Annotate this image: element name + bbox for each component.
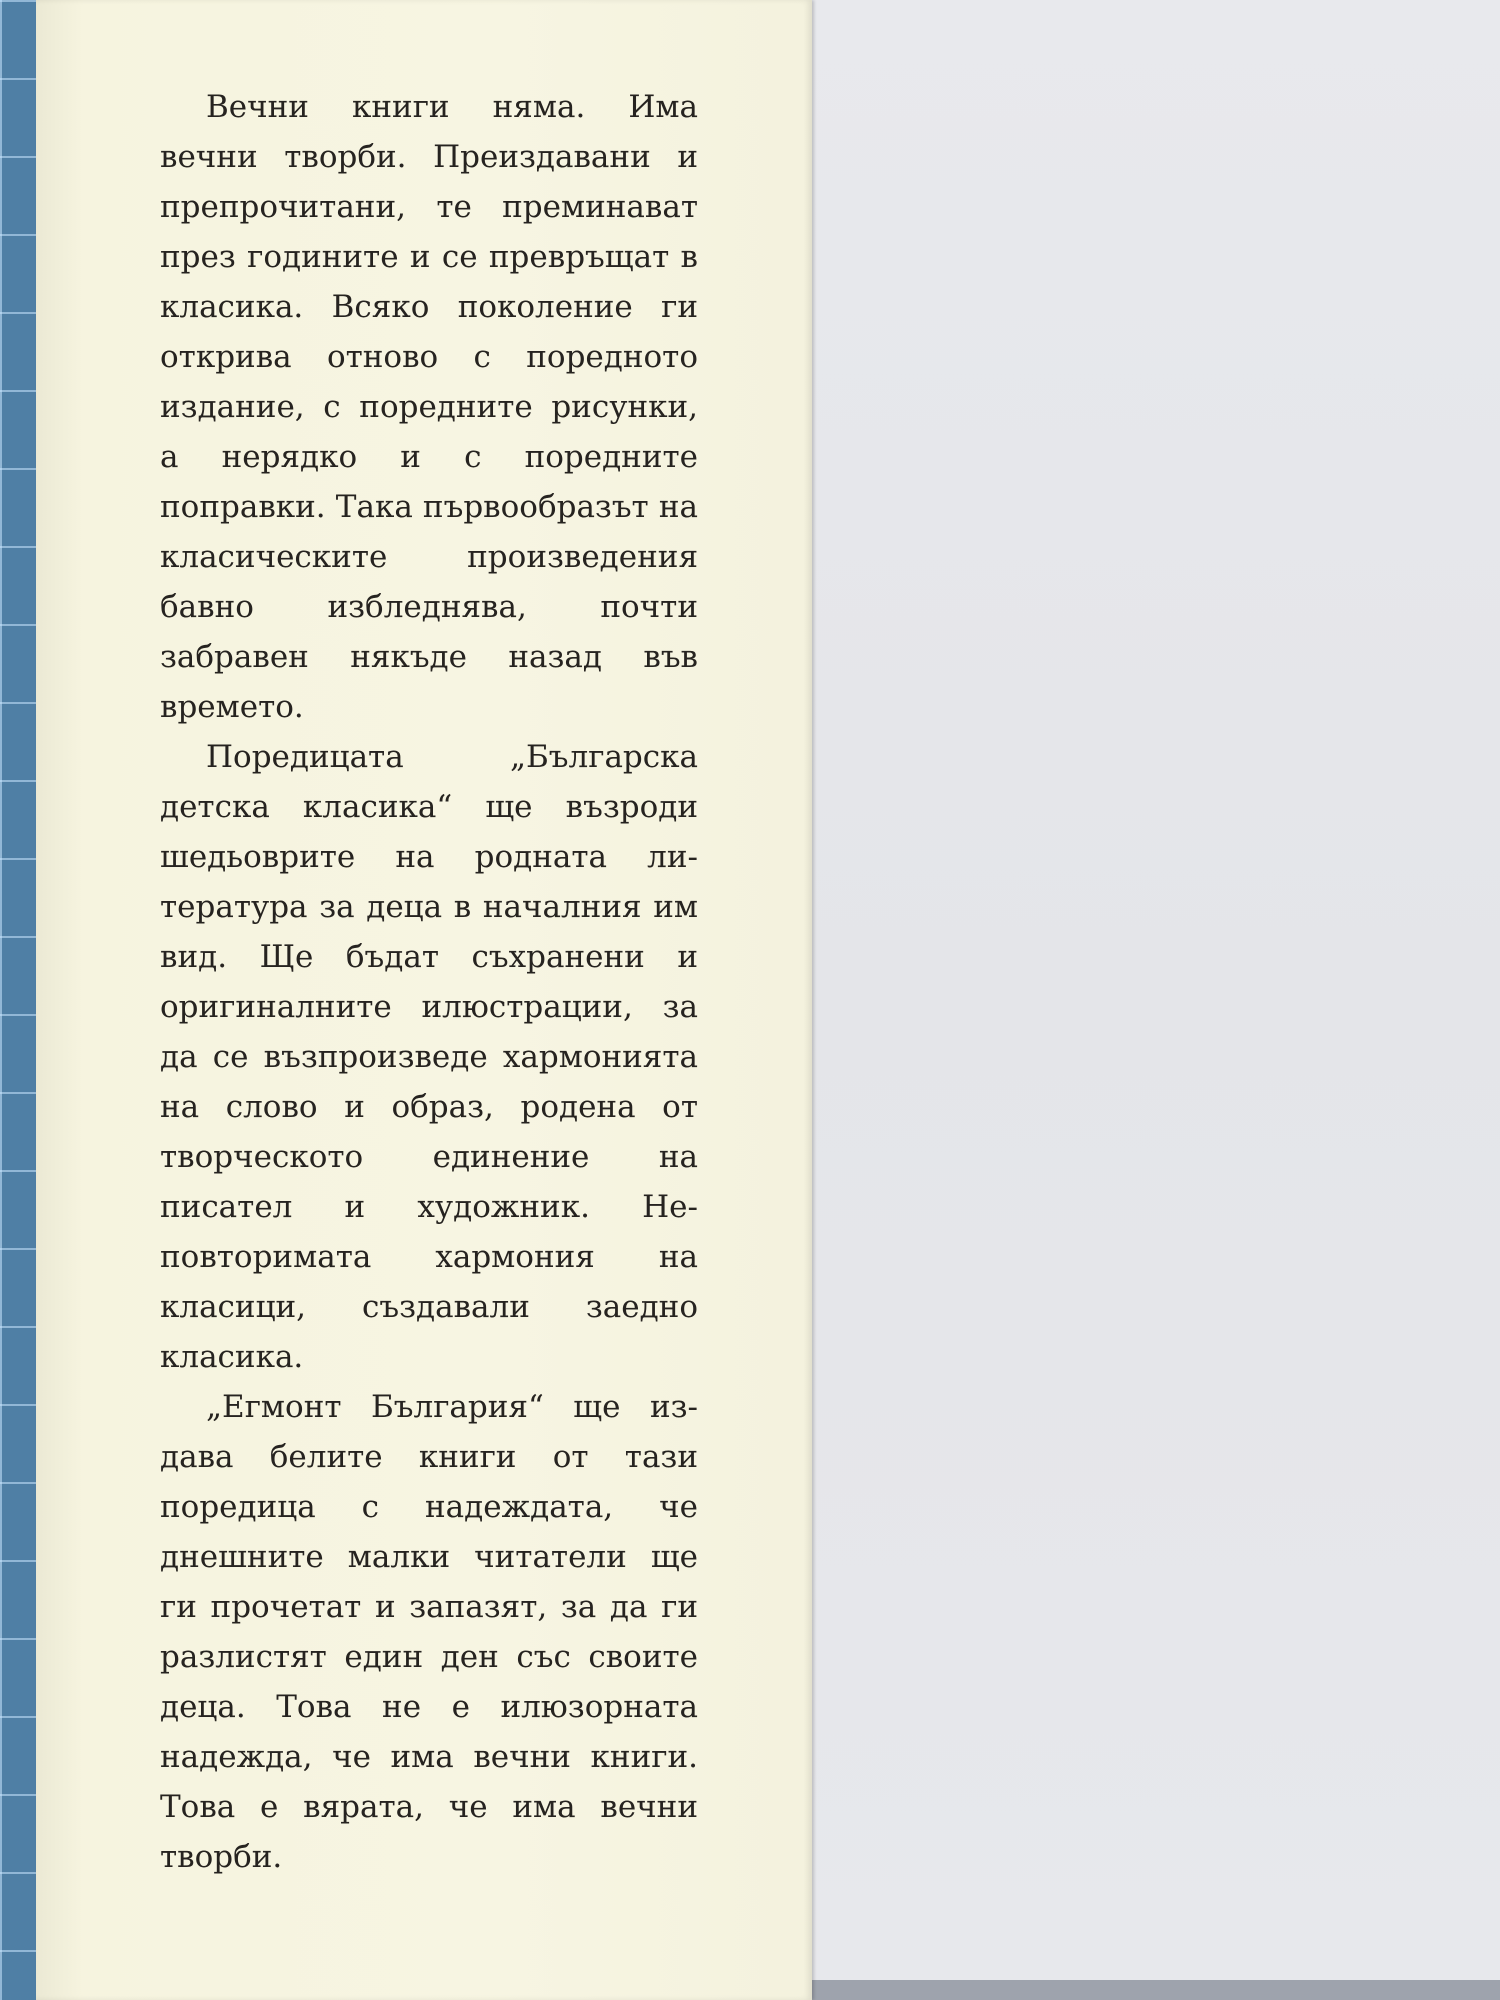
- inner-blank-page: [812, 0, 1500, 1980]
- book-bottom-edge: [812, 1980, 1500, 2000]
- cutting-mat-background: [0, 0, 40, 2000]
- paragraph-egmont: „Егмонт България“ ще издава белите книги от тази поредица с надеждата, че днешните малки читатели ще ги прочетат и запазят, за да ги разлистят един ден със своите деца. Това не е илюзорната надежда, че има вечни книги. Това е вярата, че има вечни творби.: [160, 1389, 698, 1875]
- flap-text-column: [160, 82, 698, 1882]
- paragraph-series: Поредицата „Българска детска класика“ ще възроди шедьоврите на родната литература за деца в началния им вид. Ще бъдат съхранени и оригиналните илюстрации, за да се възпроизведе хармонията на слово и образ, родена от творческото единение на писател и художник. Неповторимата хармония на класици, създавали заедно класика.: [160, 739, 698, 1375]
- paragraph-eternal-books: Вечни книги няма. Има вечни творби. Преиздавани и препрочитани, те преминават през годините и се превръщат в класика. Всяко поколение ги открива отново с поредното издание, с поредните рисунки, а нерядко и с поредните поправки. Така първообразът на класическите произведения бавно избледнява, почти забравен някъде назад във времето.: [160, 89, 698, 725]
